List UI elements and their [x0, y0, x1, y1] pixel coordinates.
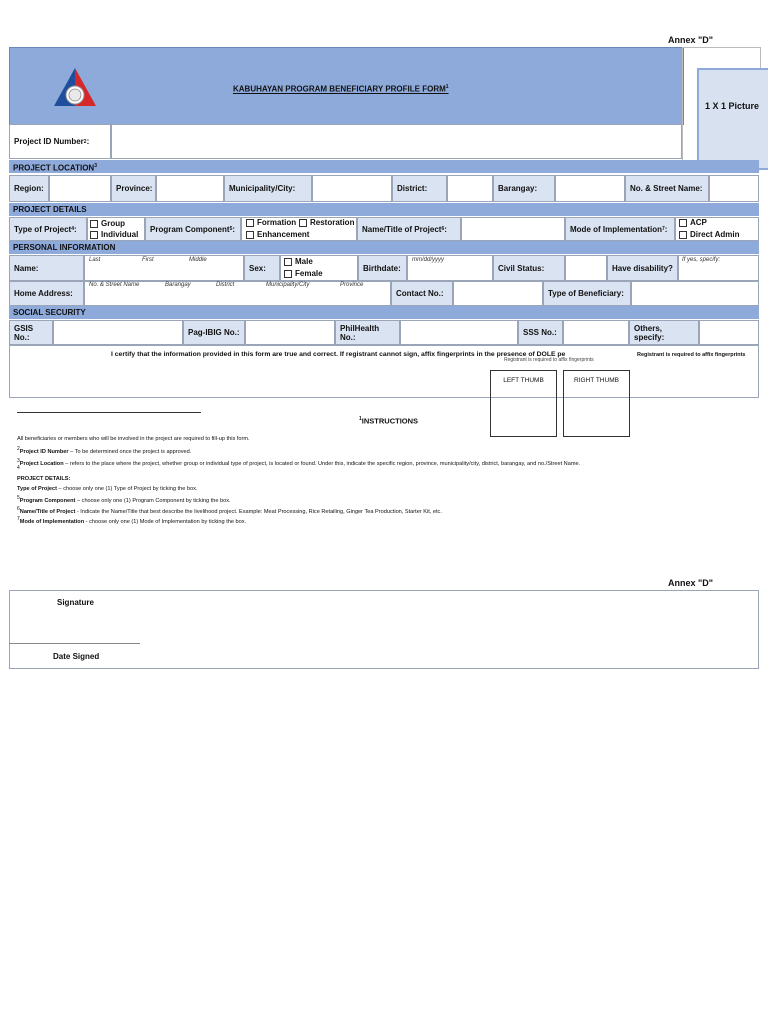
barangay-field[interactable] [555, 175, 625, 202]
province-field[interactable] [156, 175, 224, 202]
component-enhancement-checkbox[interactable]: Enhancement [246, 230, 309, 239]
pagibig-field[interactable] [245, 320, 335, 345]
philhealth-label: PhilHealth No.: [335, 320, 400, 345]
hint-last: Last [89, 257, 101, 263]
date-signed-label: Date Signed [53, 652, 100, 661]
contact-field[interactable] [453, 281, 543, 306]
pagibig-label: Pag-IBIG No.: [183, 320, 245, 345]
section-project-location: PROJECT LOCATION$^3$ [9, 160, 759, 173]
instruction-program-component: $^5$Program Component – choose only one (1) Program Component by ticking the box. [17, 495, 231, 504]
hint-municipality: Municipality/City [266, 282, 310, 288]
beneficiary-type-field[interactable] [631, 281, 759, 306]
hint-disability: If yes, specify: [682, 257, 721, 263]
barangay-label: Barangay: [493, 175, 555, 202]
mode-acp-checkbox[interactable]: ACP [679, 218, 707, 227]
mode-implementation-label: Mode of Implementation 7 : [565, 217, 675, 241]
beneficiary-type-label: Type of Beneficiary: [543, 281, 631, 306]
region-field[interactable] [49, 175, 111, 202]
sex-label: Sex: [244, 255, 280, 281]
street-label: No. & Street Name: [625, 175, 709, 202]
photo-label: 1 X 1 Picture [705, 101, 760, 111]
province-label: Province: [111, 175, 156, 202]
signature-rule [9, 643, 140, 644]
sex-male-checkbox[interactable]: Male [284, 257, 313, 266]
type-of-project-label: Type of Project 4 : [9, 217, 87, 241]
instruction-type-of-project: Type of Project – choose only one (1) Type of Project by ticking the box. [17, 486, 198, 492]
disability-label: Have disability? [607, 255, 678, 281]
home-address-label: Home Address: [9, 281, 84, 306]
district-field[interactable] [447, 175, 493, 202]
hint-birthdate: mm/dd/yyyy [412, 257, 445, 263]
type-group-checkbox[interactable]: Group [90, 219, 125, 228]
instruction-sup-4: 4 [17, 465, 20, 471]
instruction-mode: $^7$Mode of Implementation - choose only one (1) Mode of Implementation by ticking the box. [17, 516, 247, 525]
type-individual-checkbox[interactable]: Individual [90, 230, 138, 239]
philhealth-field[interactable] [400, 320, 518, 345]
mode-direct-admin-checkbox[interactable]: Direct Admin [679, 230, 740, 239]
hint-street: No. & Street Name [89, 282, 140, 288]
hint-middle: Middle [189, 257, 207, 263]
district-label: District: [392, 175, 447, 202]
hint-province: Province [340, 282, 364, 288]
section-social-security: SOCIAL SECURITY [9, 306, 759, 319]
photo-placeholder[interactable] [697, 68, 768, 170]
instruction-intro: All beneficiaries or members who will be involved in the project are required to fill-up this form. [17, 436, 250, 442]
instruction-project-id: $^2$Project ID Number – To be determined once the project is approved. [17, 446, 192, 455]
birthdate-label: Birthdate: [358, 255, 407, 281]
fingerprint-note-small: Registrant is required to affix fingerprints [504, 357, 594, 363]
certification-text: I certify that the information provided in this form are true and correct. If registrant cannot sign, affix fingerprints in the presence of DOLE pe [111, 351, 566, 358]
sss-label: SSS No.: [518, 320, 563, 345]
municipality-field[interactable] [312, 175, 392, 202]
section-personal-information: PERSONAL INFORMATION [9, 241, 759, 254]
contact-label: Contact No.: [391, 281, 453, 306]
program-component-label: Program Component 5 : [145, 217, 241, 241]
signature-field[interactable] [9, 610, 140, 643]
hint-district: District [216, 282, 235, 288]
municipality-label: Municipality/City: [224, 175, 312, 202]
hint-first: First [142, 257, 154, 263]
sex-female-checkbox[interactable]: Female [284, 269, 323, 278]
dole-logo-icon [52, 66, 98, 108]
name-title-field[interactable] [461, 217, 565, 241]
section-project-details: PROJECT DETAILS [9, 203, 759, 216]
name-label: Name: [9, 255, 84, 281]
hint-barangay: Barangay [165, 282, 191, 288]
street-field[interactable] [709, 175, 759, 202]
instruction-project-location: $^3$Project Location – refers to the place where the project, whether group or individual type of project, is located or found. Under this, indicate the specific region, province, municipality/city, district, barangay, and no./Street Name. [17, 458, 581, 467]
project-id-field[interactable] [111, 124, 682, 159]
left-thumb-box[interactable]: LEFT THUMB [490, 370, 557, 437]
fingerprint-note: Registrant is required to affix fingerprints [637, 352, 746, 358]
name-title-label: Name/Title of Project 6 : [357, 217, 461, 241]
annex-label-bottom: Annex "D" [668, 578, 714, 588]
gsis-label: GSIS No.: [9, 320, 53, 345]
project-id-label: Project ID Number 2 : [9, 124, 111, 159]
region-label: Region: [9, 175, 49, 202]
instruction-details-head: PROJECT DETAILS: [17, 476, 71, 482]
instructions-title: $^1$INSTRUCTIONS [359, 416, 419, 426]
name-field[interactable] [84, 255, 244, 281]
form-title: KABUHAYAN PROGRAM BENEFICIARY PROFILE FORM$^1$ [233, 84, 449, 94]
sss-field[interactable] [563, 320, 629, 345]
footnote-rule [17, 412, 201, 413]
gsis-field[interactable] [53, 320, 183, 345]
others-field[interactable] [699, 320, 759, 345]
others-label: Others, specify: [629, 320, 699, 345]
signature-label: Signature [57, 598, 94, 607]
instruction-name-title: $^6$Name/Title of Project - Indicate the Name/Title that best describe the livelihood project. Example: Meat Processing, Rice Retailing, Ginger Tea Production, Starter Kit, etc. [17, 506, 442, 515]
right-thumb-box[interactable]: RIGHT THUMB [563, 370, 630, 437]
component-formation-checkbox[interactable]: Formation [246, 218, 296, 227]
civil-status-field[interactable] [565, 255, 607, 281]
annex-label: Annex "D" [668, 35, 714, 45]
component-restoration-checkbox[interactable]: Restoration [299, 218, 354, 227]
civil-status-label: Civil Status: [493, 255, 565, 281]
